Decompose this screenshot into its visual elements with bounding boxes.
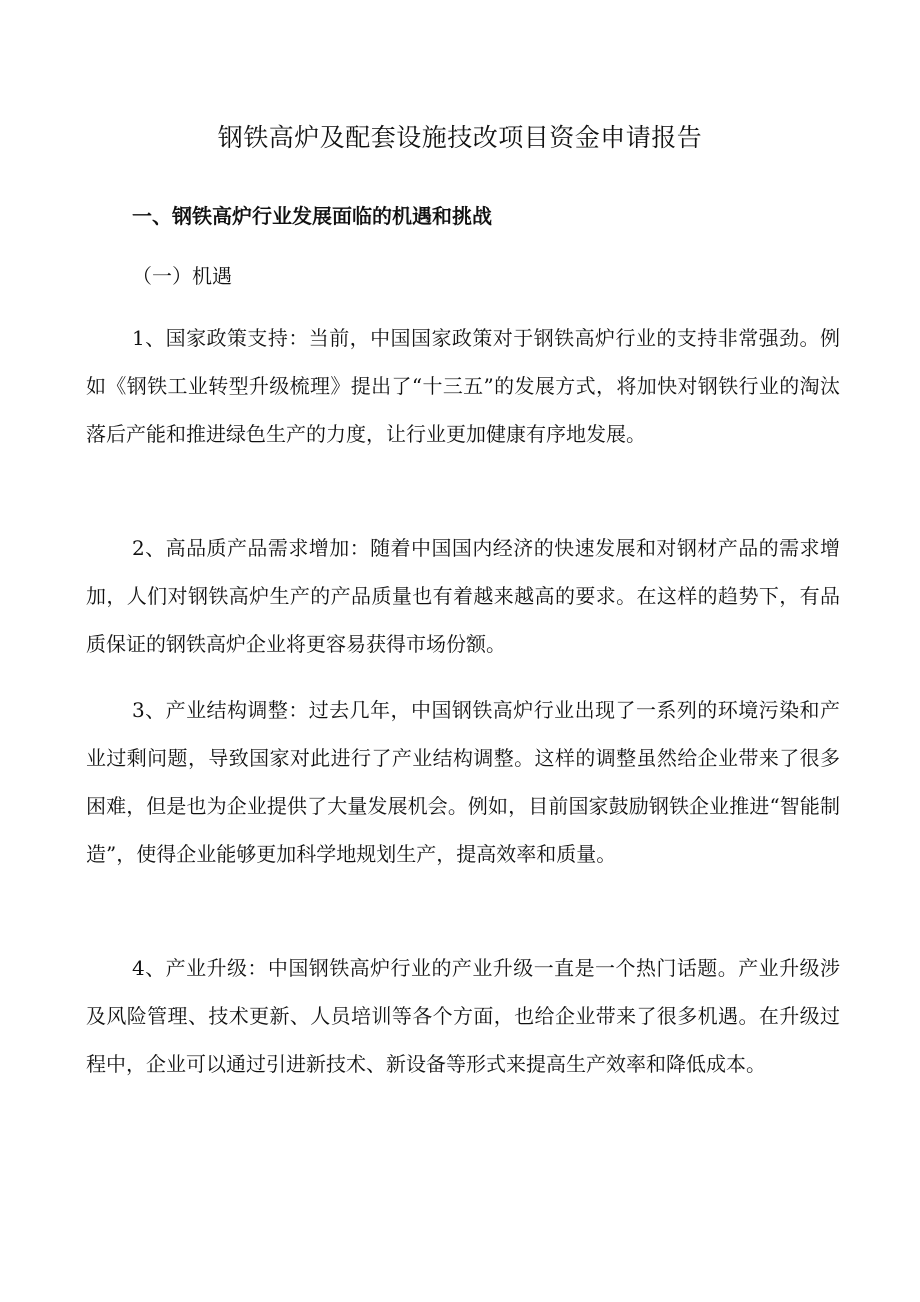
paragraph-1: 1、国家政策支持：当前，中国国家政策对于钢铁高炉行业的支持非常强劲。例如《钢铁工业转型升级梳理》提出了“十三五”的发展方式，将加快对钢铁行业的淘汰落后产能和推进绿色生产的力度，让行业更加健康有序地发展。 — [86, 326, 840, 446]
paragraph-2: 2、高品质产品需求增加：随着中国国内经济的快速发展和对钢材产品的需求增加，人们对钢铁高炉生产的产品质量也有着越来越高的要求。在这样的趋势下，有品质保证的钢铁高炉企业将更容易获得市场份额。 — [86, 536, 840, 656]
paragraph-4: 4、产业升级：中国钢铁高炉行业的产业升级一直是一个热门话题。产业升级涉及风险管理、技术更新、人员培训等各个方面，也给企业带来了很多机遇。在升级过程中，企业可以通过引进新技术、新设备等形式来提高生产效率和降低成本。 — [86, 956, 840, 1076]
sub-heading: （一）机遇 — [132, 264, 232, 288]
paragraph-3: 3、产业结构调整：过去几年，中国钢铁高炉行业出现了一系列的环境污染和产业过剩问题，导致国家对此进行了产业结构调整。这样的调整虽然给企业带来了很多困难，但是也为企业提供了大量发展机会。例如，目前国家鼓励钢铁企业推进“智能制造”，使得企业能够更加科学地规划生产，提高效率和质量。 — [86, 698, 840, 866]
section-heading: 一、钢铁高炉行业发展面临的机遇和挑战 — [132, 204, 492, 228]
document-title: 钢铁高炉及配套设施技改项目资金申请报告 — [217, 123, 703, 152]
